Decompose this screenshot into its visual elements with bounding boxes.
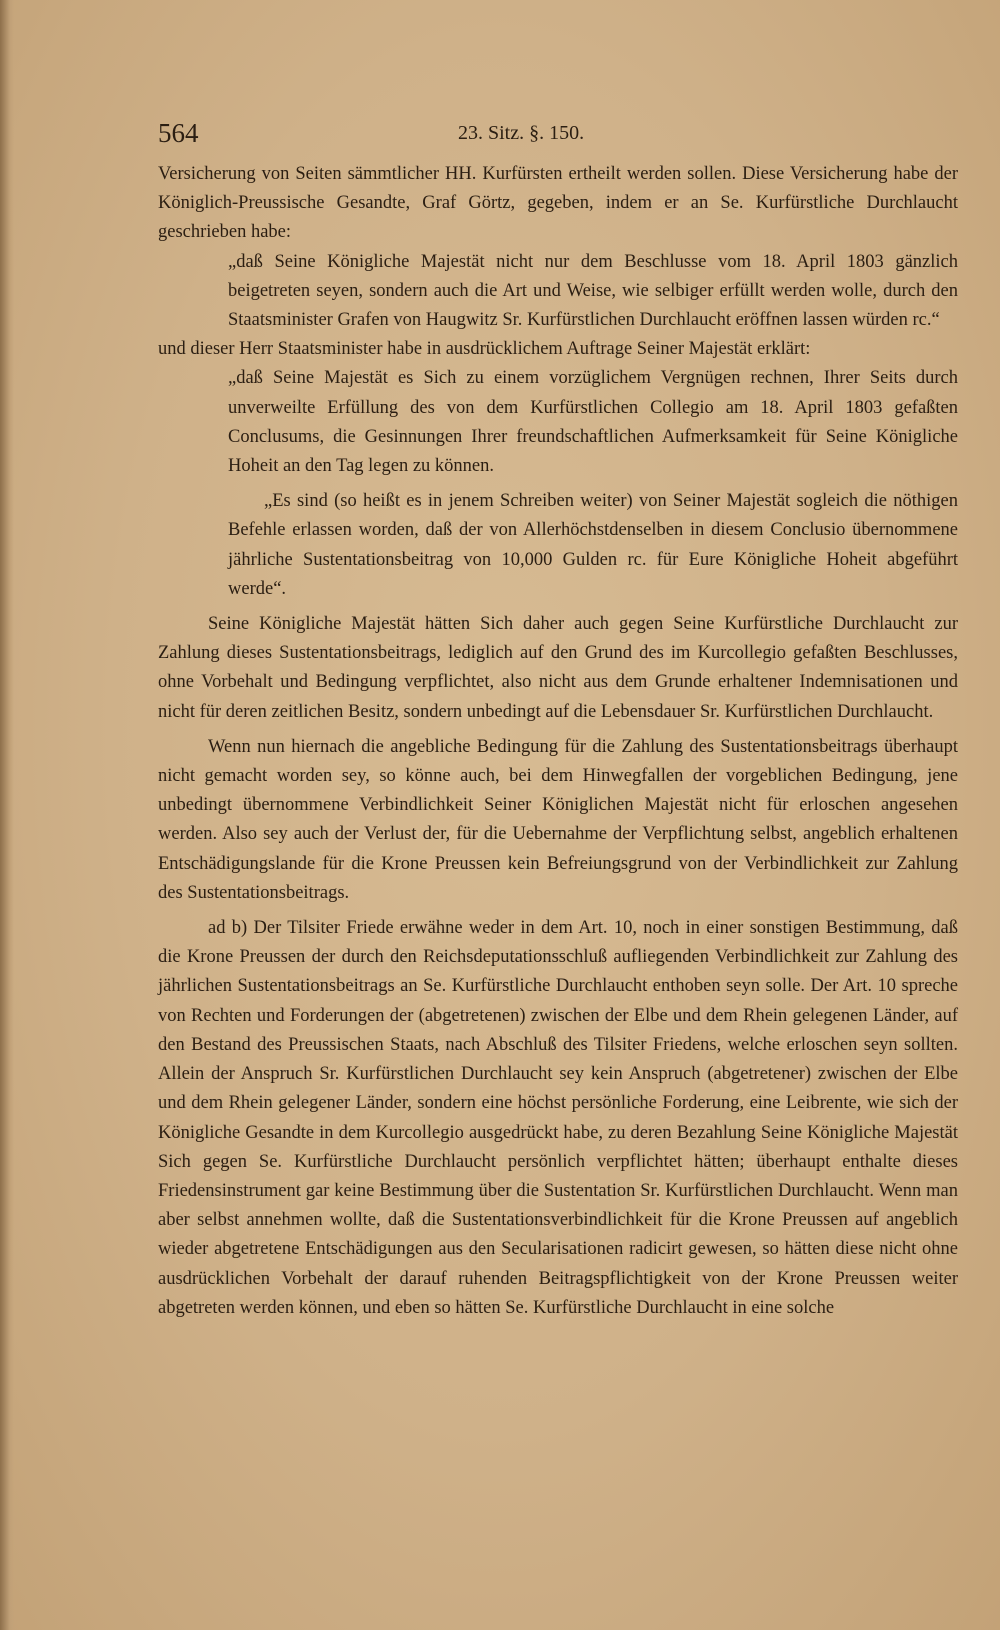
paragraph-4: Wenn nun hiernach die angebliche Bedingung für die Zahlung des Sustentationsbeitrags überhaupt nicht gemacht worden sey, so könne auch, bei dem Hinwegfallen der vorgeblichen Bedingung, jene unbedingt übernommene Verbindlichkeit Seiner Königlichen Majestät nicht für erloschen angesehen werden. Also sey auch der Verlust der, für die Uebernahme der Verpflichtung selbst, angeblich erhaltenen Entschädigungslande für die Krone Preussen kein Befreiungsgrund von der Verbindlichkeit zur Zahlung des Sustentationsbeitrags. [158,736,958,903]
quote-haugwitz: „daß Seine Majestät es Sich zu einem vorzüglichem Vergnügen rechnen, Ihrer Seits durch unverweilte Erfüllung des von dem Kurfürstlichen Collegio am 18. April 1803 gefaßten Conclusums, die Gesinnungen Ihrer freundschaftlichen Aufmerksamkeit für Seine Königliche Hoheit an den Tag legen zu können. [228,368,958,477]
page-spine-shadow [0,0,14,1630]
running-head: 23. Sitz. §. 150. [458,122,585,144]
paragraph-2: und dieser Herr Staatsminister habe in ausdrücklichem Auftrage Seiner Majestät erklärt: [158,339,811,360]
quote-letter: „Es sind (so heißt es in jenem Schreiben weiter) von Seiner Majestät sogleich die nöthigen Befehle erlassen worden, daß der von Allerhöchstdenselben in diesem Conclusio übernommene jährliche Sustentationsbeitrag von 10,000 Gulden rc. für Eure Königliche Hoheit abgeführt werde“. [228,491,958,599]
paragraph-3: Seine Königliche Majestät hätten Sich daher auch gegen Seine Kurfürstliche Durchlaucht zur Zahlung dieses Sustentationsbeitrags, lediglich auf den Grund des im Kurcollegio gefaßten Beschlusses, ohne Vorbehalt und Bedingung verpflichtet, also nicht aus dem Grunde erhaltener Indemnisationen und nicht für deren zeitlichen Besitz, sondern unbedingt auf die Lebensdauer Sr. Kurfürstlichen Durchlaucht. [158,614,958,722]
page-header [158,118,958,158]
body-text [158,160,958,1323]
paragraph-5: ad b) Der Tilsiter Friede erwähne weder in dem Art. 10, noch in einer sonstigen Bestimmung, daß die Krone Preussen der durch den Reichsdeputationsschluß aufliegenden Verbindlichkeit zur Zahlung des jährlichen Sustentationsbeitrags an Se. Kurfürstliche Durchlaucht enthoben seyn solle. Der Art. 10 spreche von Rechten und Forderungen der (abgetretenen) zwischen der Elbe und dem Rhein gelegenen Länder, auf den Bestand des Preussischen Staats, nach Abschluß des Tilsiter Friedens, welche erloschen seyn sollten. Allein der Anspruch Sr. Kurfürstlichen Durchlaucht sey kein Anspruch (abgetretener) zwischen der Elbe und dem Rhein gelegener Länder, sondern eine höchst persönliche Forderung, eine Leibrente, wie sich der Königliche Gesandte in dem Kurcollegio ausgedrückt habe, zu deren Bezahlung Seine Königliche Majestät Sich gegen Se. Kurfürstliche Durchlaucht persönlich verpflichtet hätten; überhaupt enthalte dieses Friedensinstrument gar keine Bestimmung über die Sustentation Sr. Kurfürstlichen Durchlaucht. Wenn man aber selbst annehmen wollte, daß die Sustentationsverbindlichkeit für die Krone Preussen auf angeblich wieder abgetretene Entschädigungen aus den Secularisationen radicirt gewesen, so hätten diese nicht ohne ausdrücklichen Vorbehalt der darauf ruhenden Beitragspflichtigkeit von der Krone Preussen weiter abgetreten werden können, und eben so hätten Se. Kurfürstliche Durchlaucht in eine solche [158,918,958,1318]
paragraph-1: Versicherung von Seiten sämmtlicher HH. Kurfürsten ertheilt werden sollen. Diese Versicherung habe der Königlich-Preussische Gesandte, Graf Görtz, gegeben, indem er an Se. Kurfürstliche Durchlaucht geschrieben habe: [158,164,958,243]
page-number: 564 [158,118,199,148]
quote-gorz: „daß Seine Königliche Majestät nicht nur dem Beschlusse vom 18. April 1803 gänzlich beigetreten seyen, sondern auch die Art und Weise, wie selbiger erfüllt werden wolle, durch den Staatsminister Grafen von Haugwitz Sr. Kurfürstlichen Durchlaucht eröffnen lassen würden rc.“ [228,251,958,331]
